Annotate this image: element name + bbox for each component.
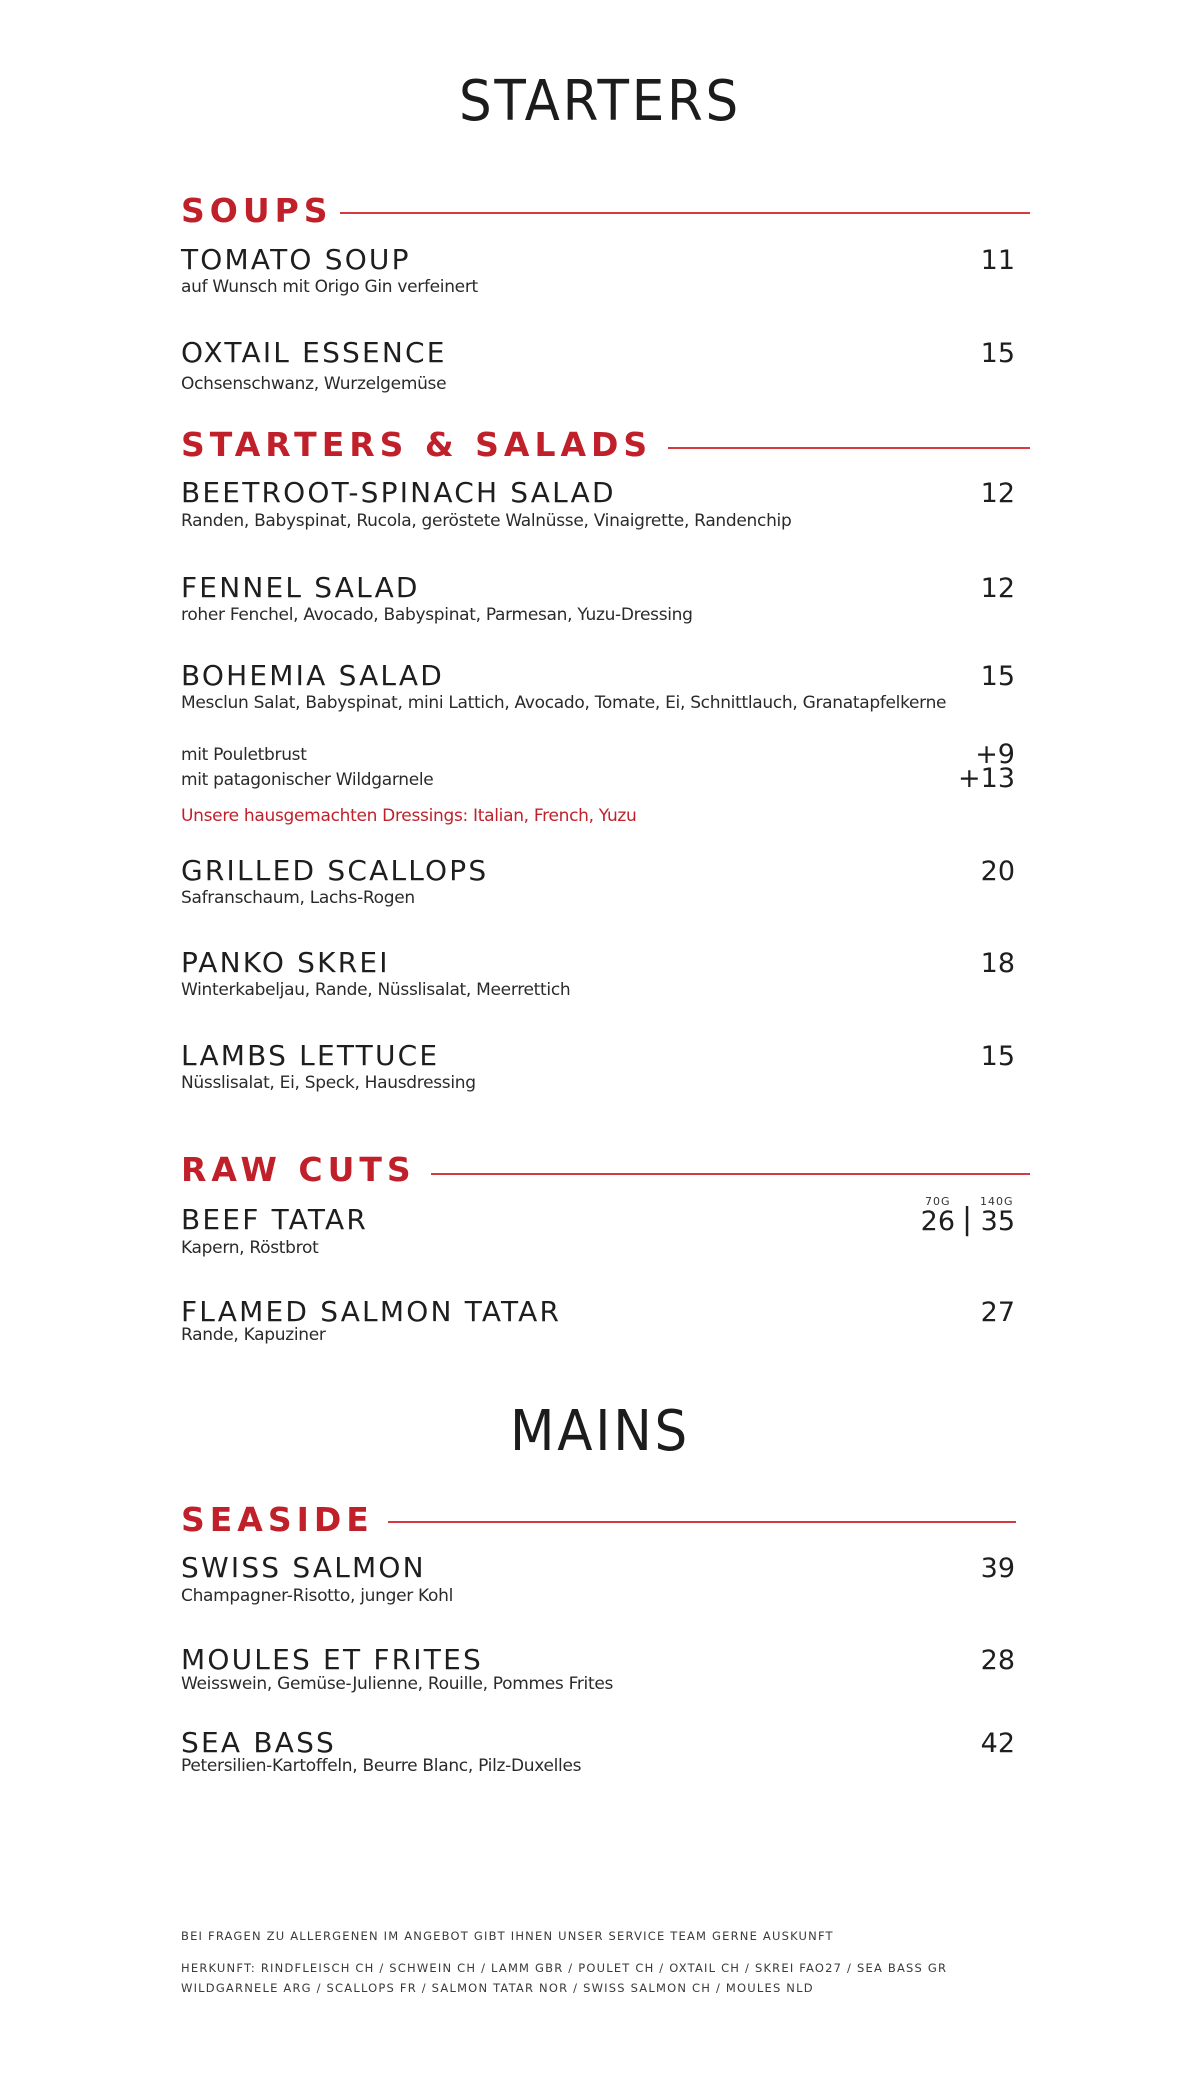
section-title-seaside: SEASIDE [181,1500,374,1539]
item-description: auf Wunsch mit Origo Gin verfeinert [181,277,478,297]
page-title-mains: MAINS [510,1399,690,1464]
item-price: 12 [980,478,1015,509]
item-name: PANKO SKREI [181,946,390,979]
item-price: 15 [980,1041,1015,1072]
item-price: 11 [980,245,1015,276]
item-description: Kapern, Röstbrot [181,1238,319,1258]
item-price: 18 [980,948,1015,979]
section-title-soups: SOUPS [181,191,333,230]
item-price: 20 [980,856,1015,887]
item-name: BEETROOT-SPINACH SALAD [181,476,616,509]
item-description: Ochsenschwanz, Wurzelgemüse [181,374,447,394]
item-name: SEA BASS [181,1726,337,1759]
item-name: GRILLED SCALLOPS [181,854,489,887]
item-name: OXTAIL ESSENCE [181,336,447,369]
extra-price: +13 [958,763,1015,794]
item-name: MOULES ET FRITES [181,1643,483,1676]
size-label-small: 70G [925,1195,951,1208]
item-description: Mesclun Salat, Babyspinat, mini Lattich, Avocado, Tomate, Ei, Schnittlauch, Granatapfelkerne [181,693,947,713]
section-title-raw-cuts: RAW CUTS [181,1150,416,1189]
item-description: Weisswein, Gemüse-Julienne, Rouille, Pommes Frites [181,1674,614,1694]
item-description: Petersilien-Kartoffeln, Beurre Blanc, Pilz-Duxelles [181,1756,582,1776]
item-price: 28 [980,1645,1015,1676]
item-description: Nüsslisalat, Ei, Speck, Hausdressing [181,1073,476,1093]
item-price: 12 [980,573,1015,604]
dressing-note: Unsere hausgemachten Dressings: Italian, French, Yuzu [181,806,637,826]
item-name: TOMATO SOUP [181,243,411,276]
section-divider [431,1173,1030,1175]
size-label-large: 140G [980,1195,1014,1208]
item-name: BOHEMIA SALAD [181,659,444,692]
item-price: 27 [980,1297,1015,1328]
extra-label: mit Pouletbrust [181,745,307,765]
origin-line: WILDGARNELE ARG / SCALLOPS FR / SALMON TATAR NOR / SWISS SALMON CH / MOULES NLD [181,1981,814,1995]
item-name: LAMBS LETTUCE [181,1039,440,1072]
section-divider [668,447,1030,449]
item-price: 15 [980,338,1015,369]
allergen-note: BEI FRAGEN ZU ALLERGENEN IM ANGEBOT GIBT IHNEN UNSER SERVICE TEAM GERNE AUSKUNFT [181,1929,834,1943]
item-description: Champagner-Risotto, junger Kohl [181,1586,454,1606]
item-description: Randen, Babyspinat, Rucola, geröstete Walnüsse, Vinaigrette, Randenchip [181,511,792,531]
item-price-small: 26 [920,1206,955,1237]
extra-price: +9 [975,739,1015,770]
price-separator: | [962,1202,973,1237]
item-price: 42 [980,1728,1015,1759]
item-price: 15 [980,661,1015,692]
item-description: Rande, Kapuziner [181,1325,326,1345]
item-name: FENNEL SALAD [181,571,420,604]
section-divider [340,212,1030,214]
page-title-starters: STARTERS [458,69,742,134]
extra-label: mit patagonischer Wildgarnele [181,770,434,790]
item-name: BEEF TATAR [181,1203,369,1236]
origin-line: HERKUNFT: RINDFLEISCH CH / SCHWEIN CH / LAMM GBR / POULET CH / OXTAIL CH / SKREI FAO27 / SEA BASS GR [181,1961,948,1975]
item-name: SWISS SALMON [181,1551,426,1584]
item-price: 39 [980,1553,1015,1584]
item-name: FLAMED SALMON TATAR [181,1295,562,1328]
item-price-large: 35 [980,1206,1015,1237]
section-title-starters-salads: STARTERS & SALADS [181,425,653,464]
item-description: Winterkabeljau, Rande, Nüsslisalat, Meerrettich [181,980,571,1000]
item-description: Safranschaum, Lachs-Rogen [181,888,415,908]
item-description: roher Fenchel, Avocado, Babyspinat, Parmesan, Yuzu-Dressing [181,605,693,625]
section-divider [388,1521,1016,1523]
